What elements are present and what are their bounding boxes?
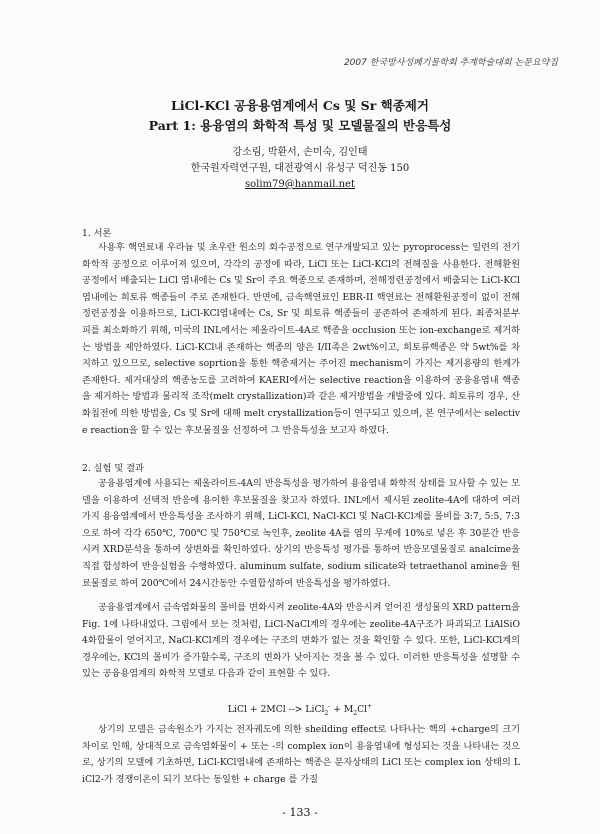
- paragraph: 상기의 모델은 금속원소가 가지는 전자궤도에 의한 sheilding effect로 나타나는 핵의 +charge의 크기차이로 인해, 상대적으로 금속염화물이 + 또는 -의 complex ion이 용융염내에 형성되는 것을 나타내는 것으로, 상기의 모델에 기초하면, LiCl-KCl염내에 존재하는 핵종은 분자상태의 LiCl 또는 complex ion 상태의 LiCl2-가 경쟁이온이 되기 보다는 동일한 + charge 를 가질: [82, 724, 520, 785]
- conference-header: 2007 한국방사성폐기물학회 추계학술대회 논문요약집: [343, 58, 558, 68]
- section-body-experiment-part1: [82, 476, 520, 592]
- equation-subscript: 2: [353, 709, 358, 717]
- section-body-experiment-part3: [82, 722, 520, 788]
- paper-title: LiCl-KCl 공융용염계에서 Cs 및 Sr 핵종제거: [171, 98, 429, 113]
- equation-superscript: -: [328, 703, 331, 710]
- chemical-equation: [0, 703, 600, 717]
- author-email-link[interactable]: solim79@hanmail.net: [245, 179, 355, 190]
- paragraph: 사용후 핵연료내 우라늄 및 초우란 원소의 회수공정으로 연구개발되고 있는 pyroprocess는 일련의 전기화학적 공정으로 이루어져 있으며, 각각의 공정에 따라, LiCl 또는 LiCl-KCl의 전해질을 사용한다. 전해환원공정에서 배출되는 LiCl 염내에는 Cs 및 Sr이 주요 핵종으로 존재하며, 전해정련공정에서 배출되는 LiCl-KCl염내에는 희토류 핵종들이 주로 존재한다. 반면에, 금속핵연료인 EBR-II 핵연료는 전해환원공정이 없이 전해정련공정을 이용하므로, LiCl-KCl염내에는 Cs, Sr 및 희토류 핵종들이 공존하여 존재하게 된다. 최종처분부피를 최소화하기 위해, 미국의 INL에서는 제올라이트-4A로 핵종을 occlusion 또는 ion-exchange로 제거하는 방법을 제안하였다. LiCl-KCl내 존재하는 핵종의 양은 I/II족은 2wt%이고, 희토류핵종은 약 5wt%를 차지하고 있으므로, selective soprtion을 통한 핵종제거는 주어진 mechanism이 가지는 제거용량의 한계가 존재한다. 제거대상의 핵종농도를 고려하여 KAERI에서는 selective reaction을 이용하여 공융용염내 핵종을 제거하는 방법과 물리적 조작(melt crystallization)과 같은 제거방법을 개발중에 있다. 희토류의 경우, 산화침전에 의한 방법을, Cs 및 Sr에 대해 melt crystallization등이 연구되고 있으며, 본 연구에서는 selective reaction을 할 수 있는 후보물질을 선정하여 그 반응특성을 보고자 하였다.: [82, 242, 520, 436]
- paragraph: 공융용염계에서 금속염화물의 몰비를 변화시켜 zeolite-4A와 반응시켜 얻어진 생성물의 XRD pattern을 Fig. 1에 나타내었다. 그림에서 보는 것처럼, LiCl-NaCl계의 경우에는 zeolite-4A구조가 파괴되고 LiAlSiO4화합물이 얻어지고, NaCl-KCl계의 경우에는 구조의 변화가 없는 것을 확인할 수 있다. 또한, LiCl-KCl계의 경우에는, KCl의 몰비가 증가할수록, 구조의 변화가 낮아지는 것을 볼 수 있다. 이러한 반응특성을 설명할 수 있는 공융용염계의 화학적 모델로 다음과 같이 표현할 수 있다.: [82, 602, 520, 680]
- section-heading-introduction: 1. 서론: [82, 228, 112, 239]
- equation-mid: + M: [330, 704, 354, 716]
- title-block: [0, 96, 600, 136]
- equation-rest: Cl: [357, 704, 368, 716]
- equation-lhs: LiCl + 2MCl --> LiCl: [227, 704, 325, 716]
- author-affiliation: 한국원자력연구원, 대전광역시 유성구 덕진동 150: [190, 163, 410, 174]
- equation-subscript: 2: [324, 709, 329, 717]
- paper-subtitle: Part 1: 용융염의 화학적 특성 및 모델물질의 반응특성: [148, 118, 452, 133]
- page-number: - 133 -: [282, 806, 318, 819]
- section-heading-experiment: 2. 실험 및 결과: [82, 463, 144, 474]
- section-body-introduction: [82, 240, 520, 439]
- section-body-experiment-part2: [82, 600, 520, 683]
- equation-superscript: +: [367, 703, 373, 710]
- author-block: [0, 145, 600, 193]
- paragraph: 공융용염계에 사용되는 제올라이트-4A의 반응특성을 평가하여 용융염내 화학적 상태를 묘사할 수 있는 모델을 이용하여 선택적 반응에 용이한 후보물질을 찾고자 하였다. INL에서 제시된 zeolite-4A에 대하여 여러 가지 용융염계에서 반응특성을 조사하기 위해, LiCl-KCl, NaCl-KCl 및 NaCl-KCl계를 몰비를 3:7, 5:5, 7:3으로 하여 각각 650℃, 700℃ 및 750℃로 녹인후, zeolite 4A를 염의 무게에 10%로 넣은 후 30분간 반응시켜 XRD분석을 통하여 상변화를 확인하였다. 상기의 반응특성 평가를 통하여 반응모델물질로 analcime을 직접 합성하여 반응실험을 수행하였다. aluminum sulfate, sodium silicate와 tetraethanol amine을 원료물질로 하여 200℃에서 24시간동안 수열합성하여 반응특성을 평가하였다.: [82, 478, 521, 589]
- author-names: 강소림, 박환서, 손미숙, 김인태: [232, 147, 368, 158]
